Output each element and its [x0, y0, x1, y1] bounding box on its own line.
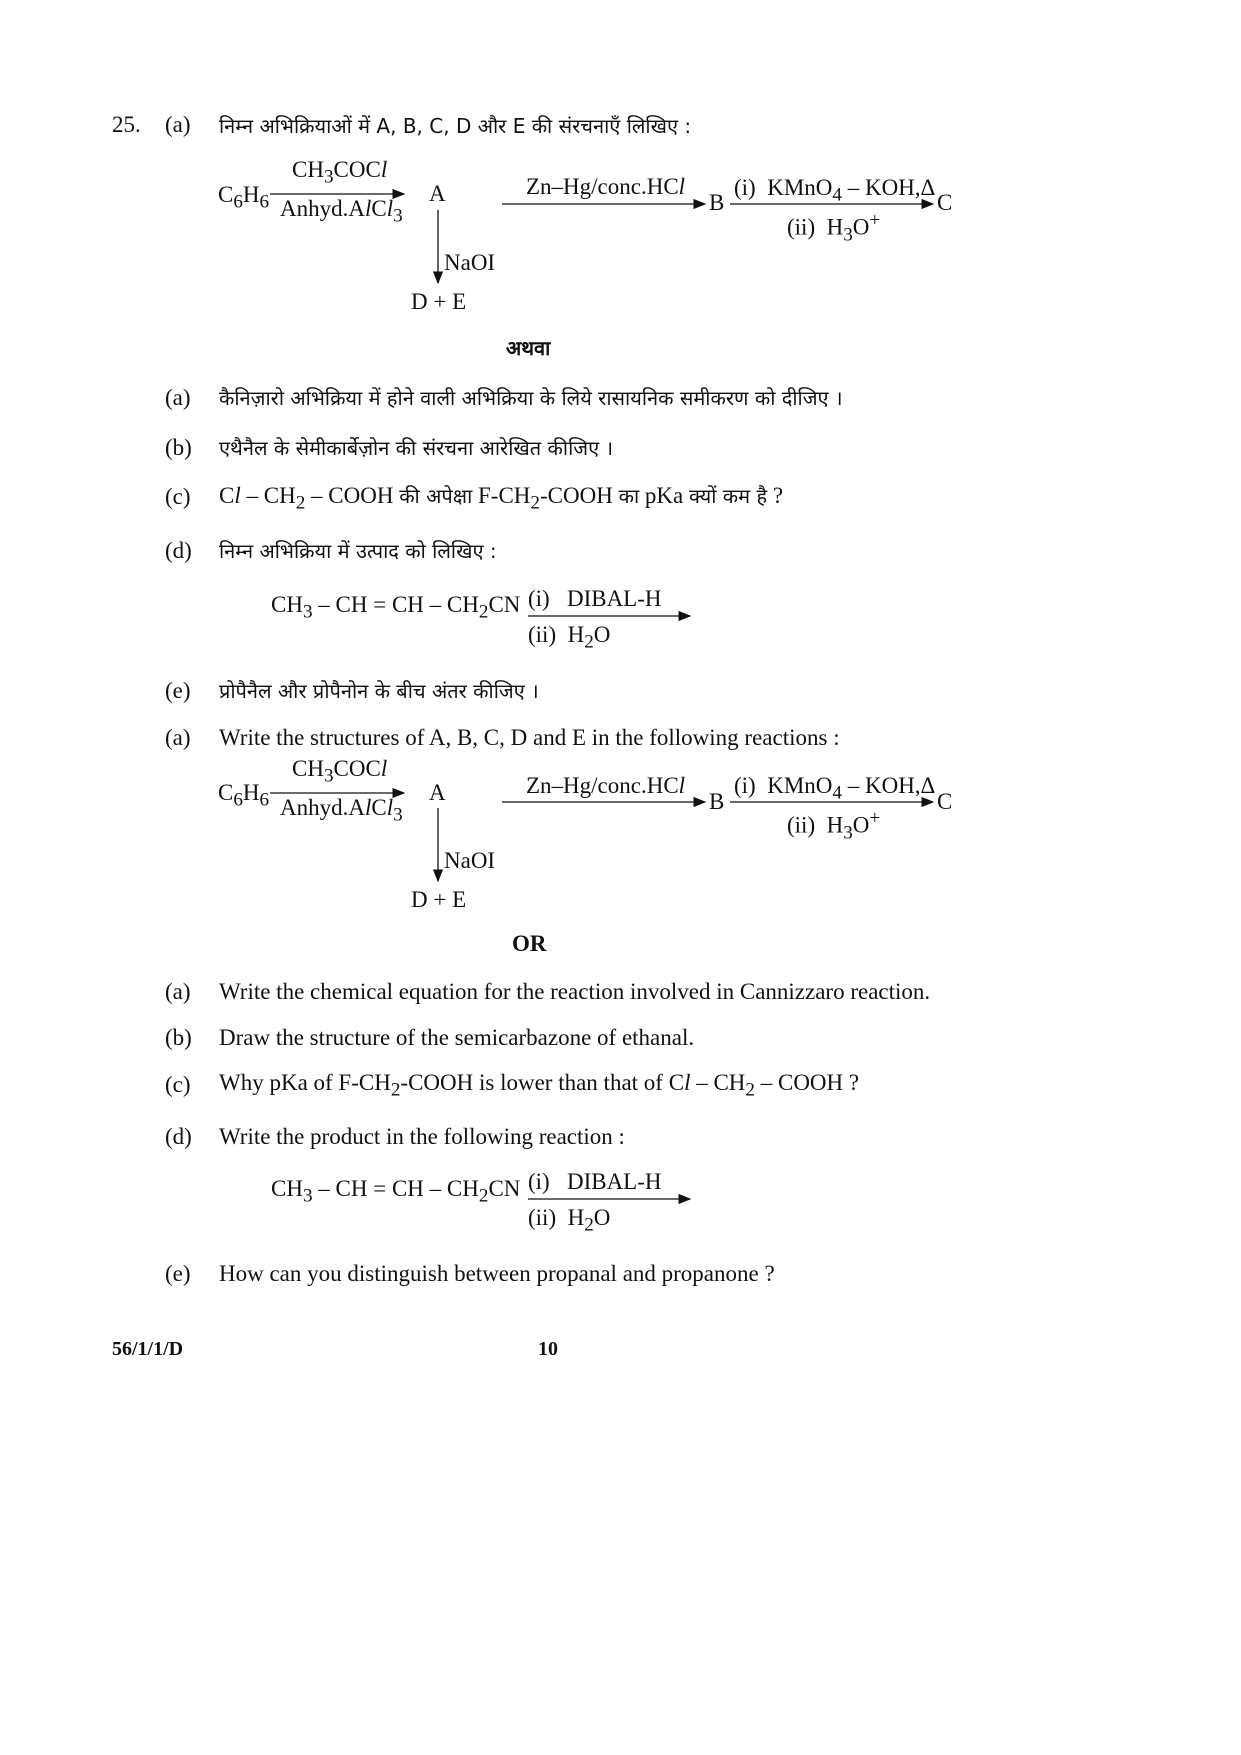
reagent-kmno4: (i) KMnO$_4$ – KOH,Δ — [734, 175, 936, 206]
part-text: कैनिज़ारो अभिक्रिया में होने वाली अभिक्रिया के लिये रासायनिक समीकरण को दीजिए । — [219, 386, 843, 410]
part-label: (b) — [165, 1025, 192, 1050]
compound-a: A — [429, 181, 446, 206]
part-label: (a) — [165, 725, 191, 750]
reagent-naoi: NaOI — [444, 250, 496, 275]
reagent-ch3cocl: $CH_3COCl$ — [292, 756, 388, 787]
part-label: (e) — [165, 1261, 191, 1286]
compound-a: A — [429, 780, 446, 805]
reagent-dibal: (i) DIBAL-H — [528, 1169, 662, 1194]
part-label: (a) — [165, 385, 191, 410]
reagent-anhyd-alcl3: Anhyd.AlCl$_3$ — [280, 196, 403, 227]
reagent-naoi: NaOI — [444, 848, 496, 873]
products-d-e: D + E — [411, 887, 467, 912]
compound-c6h6: $C_6H_6$ — [218, 182, 270, 213]
part-label: (a) — [165, 979, 191, 1004]
compound-c: C — [937, 190, 953, 215]
part-text: How can you distinguish between propanal and propanone ? — [219, 1261, 775, 1286]
part-label: (e) — [165, 678, 191, 703]
reagent-water: (ii) $H_2O$ — [528, 622, 611, 653]
question-number: 25. — [112, 112, 141, 137]
substrate: $CH_3$ – CH = CH – $CH_2CN$ — [271, 592, 521, 623]
part-label: (a) — [165, 112, 191, 137]
reagent-h3o: (ii) $H_3O^+$ — [787, 210, 881, 246]
reagent-kmno4: (i) KMnO$_4$ – KOH,Δ — [734, 773, 936, 804]
paper-code: 56/1/1/D — [112, 1338, 184, 1360]
compound-c6h6: $C_6H_6$ — [218, 780, 270, 811]
compound-b: B — [709, 789, 725, 814]
part-label: (c) — [165, 484, 191, 509]
reagent-ch3cocl: $CH_3COCl$ — [292, 157, 388, 188]
reagent-water: (ii) $H_2O$ — [528, 1205, 611, 1236]
part-label: (d) — [165, 1124, 192, 1149]
compound-b: B — [709, 190, 725, 215]
question-text: निम्न अभिक्रियाओं में A, B, C, D और E की संरचनाएँ लिखिए : — [219, 114, 692, 138]
reagent-dibal: (i) DIBAL-H — [528, 586, 662, 611]
page-number: 10 — [538, 1338, 558, 1360]
part-text: Write the product in the following reaction : — [219, 1124, 625, 1149]
reagent-anhyd-alcl3: Anhyd.AlCl$_3$ — [280, 795, 403, 826]
part-label: (d) — [165, 538, 192, 563]
or-label-english: OR — [512, 931, 547, 956]
part-text: निम्न अभिक्रिया में उत्पाद को लिखिए : — [219, 539, 497, 563]
part-text: Cl – $CH_2$ – COOH की अपेक्षा $F-CH_2$-COOH का pKa क्यों कम है ? — [219, 483, 784, 514]
part-label: (b) — [165, 435, 192, 460]
part-text: एथैनैल के सेमीकार्बेज़ोन की संरचना आरेखित कीजिए । — [219, 436, 614, 460]
part-text: प्रोपैनैल और प्रोपैनोन के बीच अंतर कीजिए । — [219, 679, 539, 703]
reagent-h3o: (ii) $H_3O^+$ — [787, 808, 881, 844]
products-d-e: D + E — [411, 289, 467, 314]
substrate: $CH_3$ – CH = CH – $CH_2CN$ — [271, 1176, 521, 1207]
part-text: Why pKa of $F-CH_2$-COOH is lower than that of Cl – $CH_2$ – COOH ? — [219, 1070, 860, 1101]
reagent-zn-hg: Zn–Hg/conc.HCl — [526, 174, 686, 199]
question-text: Write the structures of A, B, C, D and E in the following reactions : — [219, 725, 840, 750]
or-label-hindi: अथवा — [506, 336, 551, 360]
part-text: Write the chemical equation for the reaction involved in Cannizzaro reaction. — [219, 979, 931, 1004]
part-label: (c) — [165, 1072, 191, 1097]
compound-c: C — [937, 789, 953, 814]
reagent-zn-hg: Zn–Hg/conc.HCl — [526, 773, 686, 798]
part-text: Draw the structure of the semicarbazone of ethanal. — [219, 1025, 695, 1050]
